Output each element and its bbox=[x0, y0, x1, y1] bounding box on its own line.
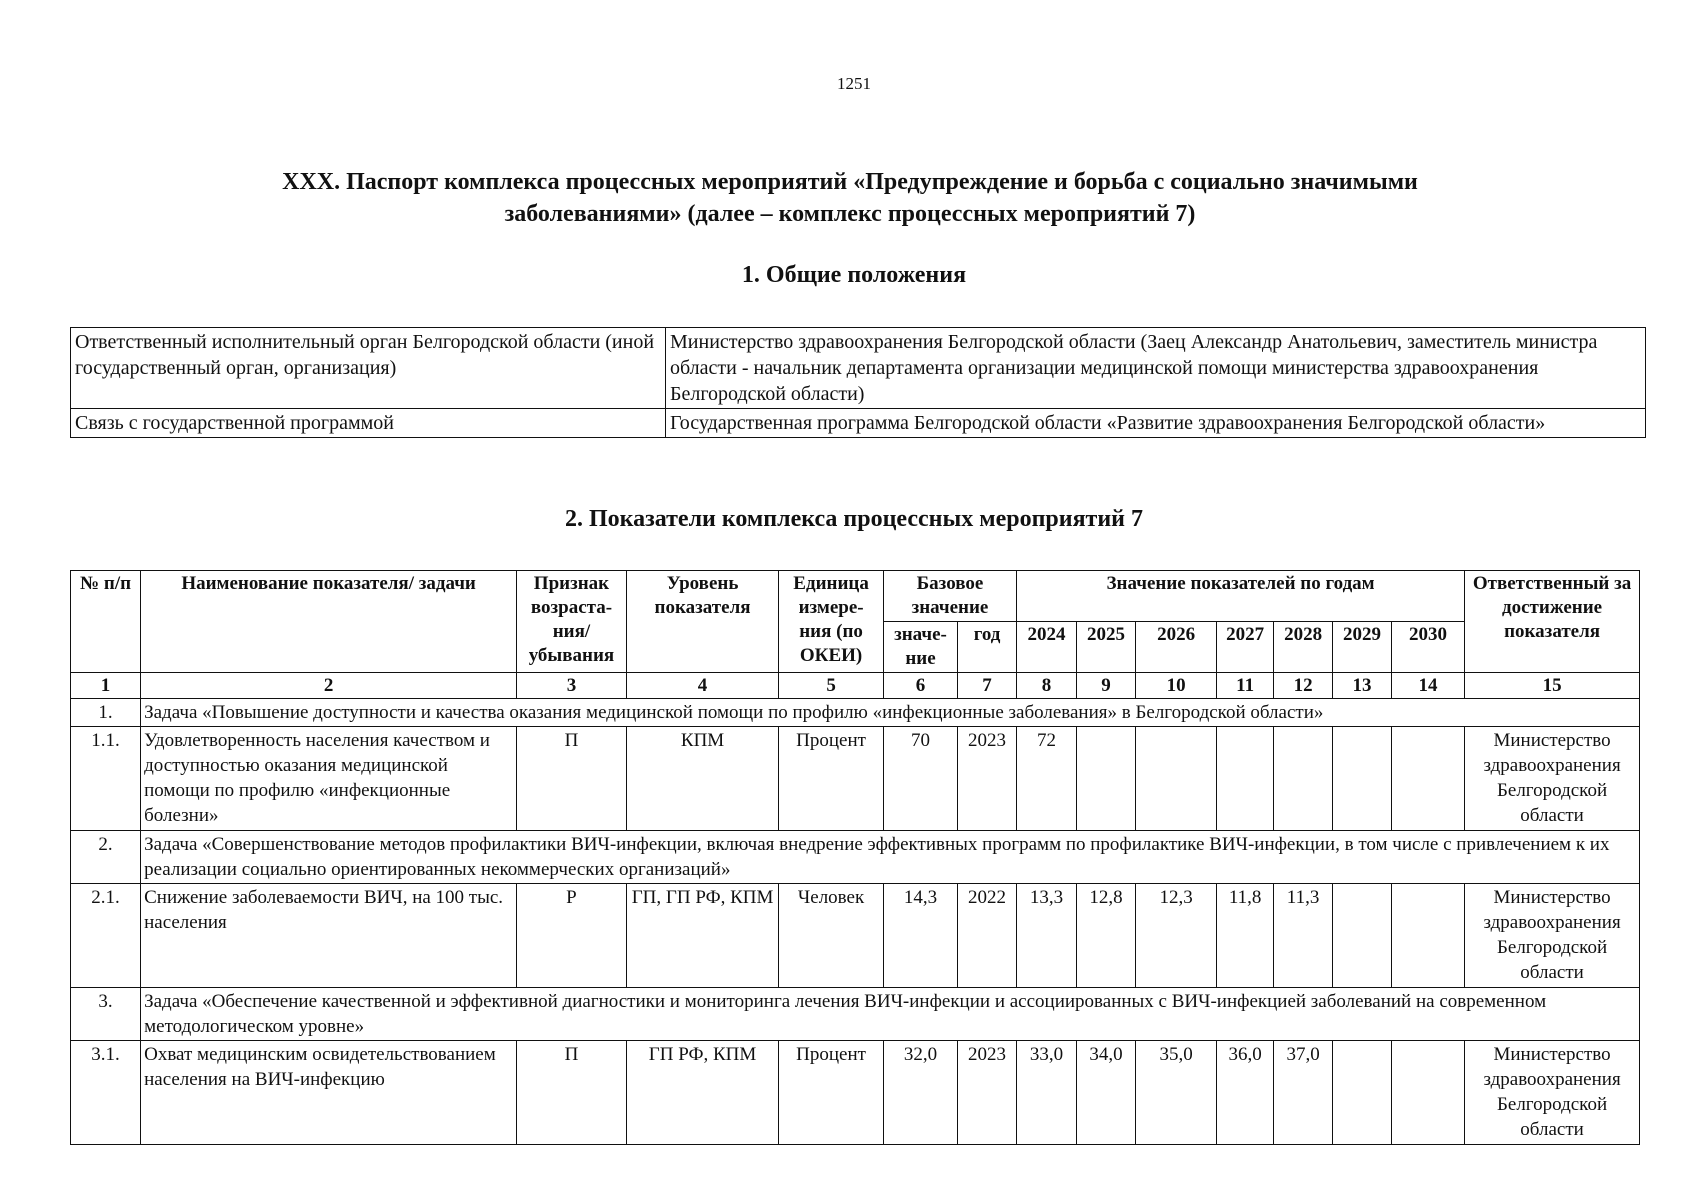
column-number: 11 bbox=[1217, 673, 1274, 699]
indicator-year-value: 37,0 bbox=[1274, 1041, 1333, 1145]
indicator-level: ГП РФ, КПМ bbox=[626, 1041, 778, 1145]
general-value: Министерство здравоохранения Белгородской области (Заец Александр Анатольевич, заместитель министра области - начальник департамента организации медицинской помощи министерства здравоохранения Белгородской области) bbox=[666, 328, 1646, 409]
header-base-value: значе- ние bbox=[883, 622, 957, 673]
indicators-table bbox=[70, 570, 1640, 1145]
task-number: 1. bbox=[71, 699, 141, 727]
header-year: 2030 bbox=[1391, 622, 1464, 673]
indicator-number: 3.1. bbox=[71, 1041, 141, 1145]
page-number: 1251 bbox=[837, 74, 871, 93]
task-text: Задача «Повышение доступности и качества оказания медицинской помощи по профилю «инфекционные заболевания» в Белгородской области» bbox=[141, 699, 1640, 727]
indicator-responsible: Министерство здравоохранения Белгородской области bbox=[1465, 727, 1640, 831]
header-row bbox=[71, 571, 1640, 622]
general-provisions-table bbox=[70, 327, 1646, 438]
indicator-year-value bbox=[1333, 727, 1392, 831]
header-year: 2026 bbox=[1135, 622, 1216, 673]
header-base: Базовое значение bbox=[883, 571, 1016, 622]
indicator-year-value: 12,8 bbox=[1076, 884, 1135, 988]
indicator-sign: П bbox=[517, 727, 627, 831]
indicator-base-year: 2023 bbox=[958, 1041, 1017, 1145]
header-name: Наименование показателя/ задачи bbox=[141, 571, 517, 673]
indicator-responsible: Министерство здравоохранения Белгородской области bbox=[1465, 1041, 1640, 1145]
indicator-year-value: 33,0 bbox=[1017, 1041, 1077, 1145]
indicator-base-value: 70 bbox=[883, 727, 957, 831]
header-year: 2028 bbox=[1274, 622, 1333, 673]
column-number: 3 bbox=[517, 673, 627, 699]
task-row bbox=[71, 699, 1640, 727]
indicator-sign: П bbox=[517, 1041, 627, 1145]
task-number: 2. bbox=[71, 831, 141, 884]
column-number: 8 bbox=[1017, 673, 1077, 699]
document-title: XXX. Паспорт комплекса процессных мероприятий «Предупреждение и борьба с социально значимыми заболеваниями» (далее – комплекс процессных мероприятий 7) bbox=[282, 169, 1418, 227]
column-number: 4 bbox=[626, 673, 778, 699]
indicator-sign: Р bbox=[517, 884, 627, 988]
indicator-year-value: 34,0 bbox=[1076, 1041, 1135, 1145]
indicator-level: ГП, ГП РФ, КПМ bbox=[626, 884, 778, 988]
column-number: 7 bbox=[958, 673, 1017, 699]
task-text: Задача «Совершенствование методов профилактики ВИЧ-инфекции, включая внедрение эффективных программ по профилактике ВИЧ-инфекции, в том числе с привлечением к их реализации социально ориентированных некоммерческих организаций» bbox=[141, 831, 1640, 884]
general-row bbox=[71, 328, 1646, 409]
section-2-heading: 2. Показатели комплекса процессных мероприятий 7 bbox=[564, 506, 1143, 532]
indicator-name: Снижение заболеваемости ВИЧ, на 100 тыс. населения bbox=[141, 884, 517, 988]
general-row bbox=[71, 409, 1646, 438]
task-number: 3. bbox=[71, 988, 141, 1041]
task-row bbox=[71, 988, 1640, 1041]
indicator-number: 1.1. bbox=[71, 727, 141, 831]
column-numbers-row bbox=[71, 673, 1640, 699]
column-number: 14 bbox=[1391, 673, 1464, 699]
header-num: № п/п bbox=[71, 571, 141, 673]
indicator-year-value bbox=[1333, 1041, 1392, 1145]
indicator-year-value bbox=[1274, 727, 1333, 831]
indicator-year-value bbox=[1391, 884, 1464, 988]
indicator-name: Охват медицинским освидетельствованием населения на ВИЧ-инфекцию bbox=[141, 1041, 517, 1145]
indicator-year-value bbox=[1135, 727, 1216, 831]
indicator-year-value: 72 bbox=[1017, 727, 1077, 831]
task-row bbox=[71, 831, 1640, 884]
column-number: 9 bbox=[1076, 673, 1135, 699]
indicator-year-value bbox=[1217, 727, 1274, 831]
column-number: 15 bbox=[1465, 673, 1640, 699]
indicator-year-value bbox=[1391, 1041, 1464, 1145]
indicator-name: Удовлетворенность населения качеством и доступностью оказания медицинской помощи по профилю «инфекционные болезни» bbox=[141, 727, 517, 831]
indicator-unit: Процент bbox=[779, 1041, 884, 1145]
indicator-base-year: 2023 bbox=[958, 727, 1017, 831]
header-year: 2029 bbox=[1333, 622, 1392, 673]
general-label: Ответственный исполнительный орган Белгородской области (иной государственный орган, организация) bbox=[71, 328, 666, 409]
general-label: Связь с государственной программой bbox=[71, 409, 666, 438]
column-number: 13 bbox=[1333, 673, 1392, 699]
indicator-year-value: 13,3 bbox=[1017, 884, 1077, 988]
header-year: 2025 bbox=[1076, 622, 1135, 673]
section-1-heading: 1. Общие положения bbox=[741, 262, 967, 288]
indicator-year-value: 11,3 bbox=[1274, 884, 1333, 988]
general-value: Государственная программа Белгородской области «Развитие здравоохранения Белгородской области» bbox=[666, 409, 1646, 438]
indicator-year-value: 12,3 bbox=[1135, 884, 1216, 988]
column-number: 2 bbox=[141, 673, 517, 699]
indicator-responsible: Министерство здравоохранения Белгородской области bbox=[1465, 884, 1640, 988]
header-unit: Единица измере- ния (по ОКЕИ) bbox=[779, 571, 884, 673]
indicator-year-value: 36,0 bbox=[1217, 1041, 1274, 1145]
indicator-year-value bbox=[1333, 884, 1392, 988]
task-text: Задача «Обеспечение качественной и эффективной диагностики и мониторинга лечения ВИЧ-инфекции и ассоциированных с ВИЧ-инфекцией заболеваний на современном методологическом уровне» bbox=[141, 988, 1640, 1041]
indicator-level: КПМ bbox=[626, 727, 778, 831]
column-number: 1 bbox=[71, 673, 141, 699]
indicator-row bbox=[71, 884, 1640, 988]
header-year: 2024 bbox=[1017, 622, 1077, 673]
indicator-base-value: 32,0 bbox=[883, 1041, 957, 1145]
column-number: 6 bbox=[883, 673, 957, 699]
header-year: 2027 bbox=[1217, 622, 1274, 673]
header-level: Уровень показателя bbox=[626, 571, 778, 673]
indicator-unit: Человек bbox=[779, 884, 884, 988]
indicator-year-value: 35,0 bbox=[1135, 1041, 1216, 1145]
indicator-row bbox=[71, 727, 1640, 831]
indicator-number: 2.1. bbox=[71, 884, 141, 988]
header-sign: Признак возраста- ния/ убывания bbox=[517, 571, 627, 673]
header-years-group: Значение показателей по годам bbox=[1017, 571, 1465, 622]
header-base-year: год bbox=[958, 622, 1017, 673]
indicator-base-year: 2022 bbox=[958, 884, 1017, 988]
indicator-year-value bbox=[1076, 727, 1135, 831]
indicator-year-value: 11,8 bbox=[1217, 884, 1274, 988]
indicator-base-value: 14,3 bbox=[883, 884, 957, 988]
indicator-unit: Процент bbox=[779, 727, 884, 831]
header-responsible: Ответственный за достижение показателя bbox=[1465, 571, 1640, 673]
indicator-year-value bbox=[1391, 727, 1464, 831]
column-number: 10 bbox=[1135, 673, 1216, 699]
indicator-row bbox=[71, 1041, 1640, 1145]
column-number: 5 bbox=[779, 673, 884, 699]
column-number: 12 bbox=[1274, 673, 1333, 699]
